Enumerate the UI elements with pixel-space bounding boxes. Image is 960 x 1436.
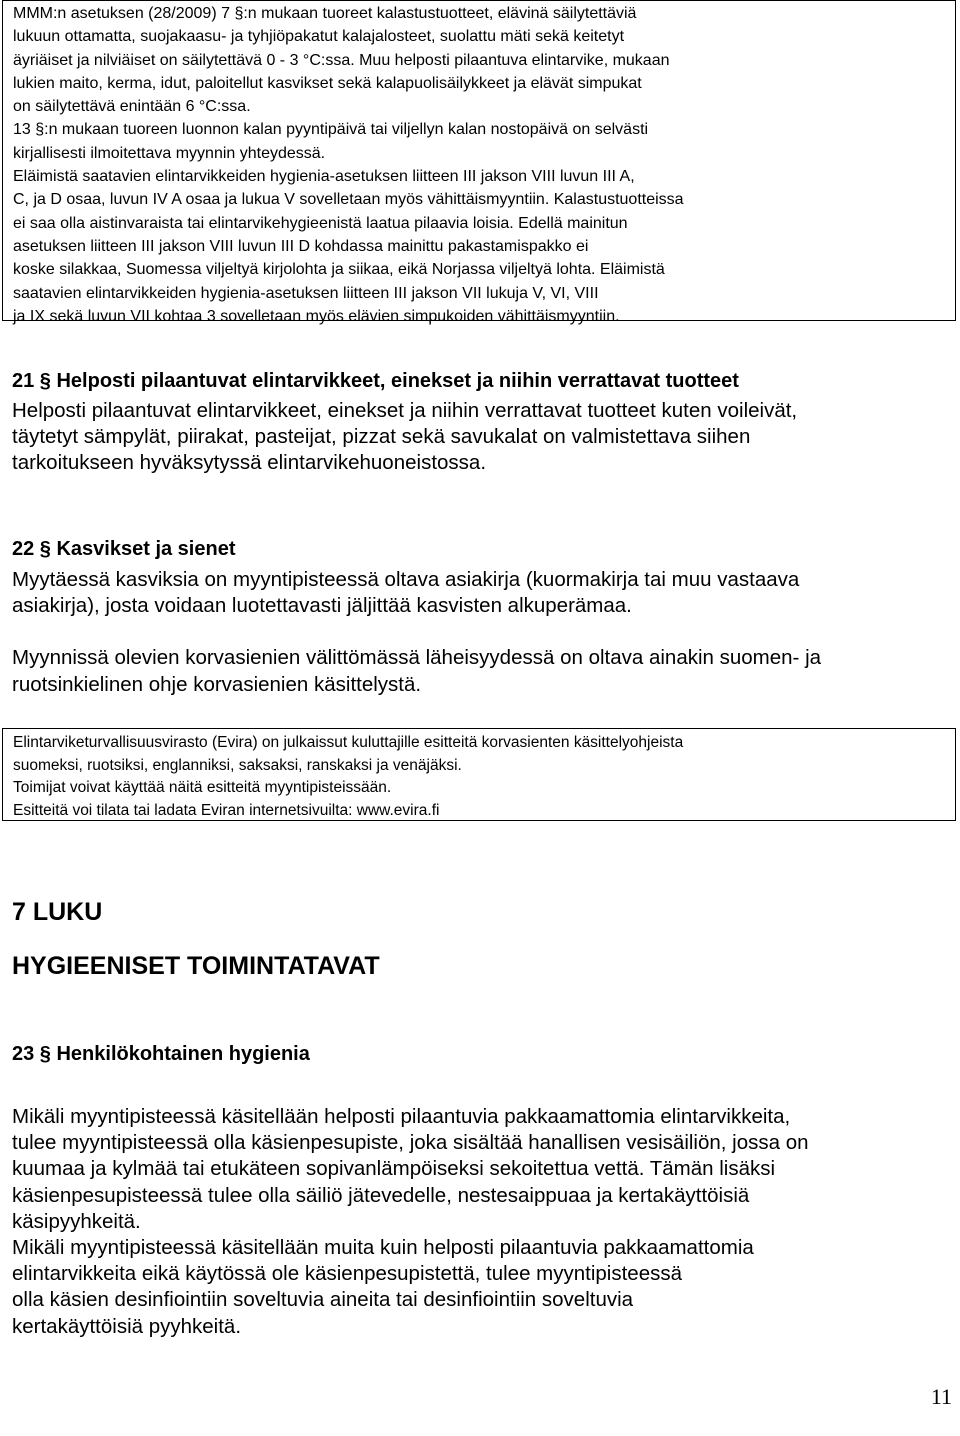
box1-line: lukien maito, kerma, idut, paloitellut kasvikset sekä kalapuolisäilykkeet ja elävät simpukat	[13, 74, 642, 92]
regulation-note-box	[2, 0, 956, 325]
section-21-line: Helposti pilaantuvat elintarvikkeet, einekset ja niihin verrattavat tuotteet kuten voileivät,	[12, 399, 798, 422]
box2-line: Esitteitä voi tilata tai ladata Eviran internetsivuilta: www.evira.fi	[13, 801, 440, 819]
section-22-p1-line: asiakirja), josta voidaan luotettavasti jäljittää kasvisten alkuperämaa.	[12, 594, 632, 618]
box1-line: ei saa olla aistinvaraista tai elintarvikehygieenistä laatua pilaavia loisia. Edellä mainitun	[13, 214, 628, 232]
section-22-heading: 22 § Kasvikset ja sienet	[12, 538, 236, 560]
section-23-line: elintarvikkeita eikä käytössä ole käsienpesupistettä, tulee myyntipisteessä	[12, 1262, 683, 1286]
section-23-line: kertakäyttöisiä pyyhkeitä.	[12, 1314, 242, 1338]
box1-line: koske silakkaa, Suomessa viljeltyä kirjolohta ja siikaa, eikä Norjassa viljeltyä lohta. Eläimistä	[13, 261, 665, 279]
box2-line: suomeksi, ruotsiksi, englanniksi, saksaksi, ranskaksi ja venäjäksi.	[13, 756, 462, 774]
box2-line: Toimijat voivat käyttää näitä esitteitä myyntipisteissään.	[13, 779, 392, 796]
box1-line: ja IX sekä luvun VII kohtaa 3 sovelletaan myös elävien simpukoiden vähittäismyyntiin.	[13, 307, 620, 325]
section-22	[12, 536, 952, 698]
box1-line: C, ja D osaa, luvun IV A osaa ja lukua V sovelletaan myös vähittäismyyntiin. Kalastustuotteissa	[13, 191, 684, 209]
box1-line: on säilytettävä enintään 6 °C:ssa.	[13, 98, 251, 116]
chapter-number: 7 LUKU	[12, 898, 103, 926]
box1-line: saatavien elintarvikkeiden hygienia-asetuksen liitteen III jakson VII lukuja V, VI, VIII	[13, 284, 599, 302]
box2-line: Elintarviketurvallisuusvirasto (Evira) on julkaissut kuluttajille esitteitä korvasienten käsittelyohjeista	[13, 734, 684, 751]
box1-line: äyriäiset ja nilviäiset on säilytettävä 0 - 3 °C:ssa. Muu helposti pilaantuva elintarvike, mukaan	[13, 51, 670, 69]
section-23-line: kuumaa ja kylmää tai etukäteen sopivanlämpöiseksi sekoitettua vettä. Tämän lisäksi	[12, 1157, 776, 1181]
page-number: 11	[930, 1384, 952, 1409]
section-22-p2-line: Myynnissä olevien korvasienien välittömässä läheisyydessä on oltava ainakin suomen- ja	[12, 646, 822, 670]
section-21-heading: 21 § Helposti pilaantuvat elintarvikkeet, einekset ja niihin verrattavat tuotteet	[12, 370, 739, 392]
section-23-line: olla käsien desinfiointiin soveltuvia aineita tai desinfiointiin soveltuvia	[12, 1288, 634, 1312]
box1-line: Eläimistä saatavien elintarvikkeiden hygienia-asetuksen liitteen III jakson VIII luvun III A,	[13, 168, 635, 186]
section-23-line: Mikäli myyntipisteessä käsitellään helposti pilaantuvia pakkaamattomia elintarvikkeita,	[12, 1105, 791, 1128]
section-23	[12, 1041, 952, 1340]
box1-line: 13 §:n mukaan tuoreen luonnon kalan pyyntipäivä tai viljellyn kalan nostopäivä on selvästi	[13, 121, 649, 139]
evira-info-box	[2, 728, 956, 821]
section-22-p2-line: ruotsinkielinen ohje korvasienien käsittelystä.	[12, 672, 422, 696]
section-21-line: täytetyt sämpylät, piirakat, pasteijat, pizzat sekä savukalat on valmistettava siihen	[12, 425, 751, 449]
chapter-title: HYGIEENISET TOIMINTATAVAT	[12, 952, 380, 980]
section-23-line: käsienpesupisteessä tulee olla säiliö jätevedelle, nestesaippuaa ja kertakäyttöisiä	[12, 1183, 750, 1207]
section-21	[12, 368, 952, 477]
section-21-line: tarkoitukseen hyväksytyssä elintarvikehuoneistossa.	[12, 451, 487, 475]
section-23-line: tulee myyntipisteessä olla käsienpesupiste, joka sisältää hanallisen vesisäiliön, jossa on	[12, 1131, 809, 1155]
section-23-line: käsipyyhkeitä.	[12, 1209, 141, 1233]
section-22-p1-line: Myytäessä kasviksia on myyntipisteessä oltava asiakirja (kuormakirja tai muu vastaava	[12, 568, 800, 591]
section-23-heading: 23 § Henkilökohtainen hygienia	[12, 1043, 310, 1065]
box1-line: lukuun ottamatta, suojakaasu- ja tyhjiöpakatut kalajalosteet, suolattu mäti sekä keitetyt	[13, 28, 625, 46]
section-23-line: Mikäli myyntipisteessä käsitellään muita kuin helposti pilaantuvia pakkaamattomia	[12, 1236, 754, 1260]
box1-line: asetuksen liitteen III jakson VIII luvun III D kohdassa mainittu pakastamispakko ei	[13, 237, 589, 255]
box1-line: kirjallisesti ilmoitettava myynnin yhteydessä.	[13, 144, 326, 162]
box1-line: MMM:n asetuksen (28/2009) 7 §:n mukaan tuoreet kalastustuotteet, elävinä säilytettäviä	[13, 5, 637, 22]
